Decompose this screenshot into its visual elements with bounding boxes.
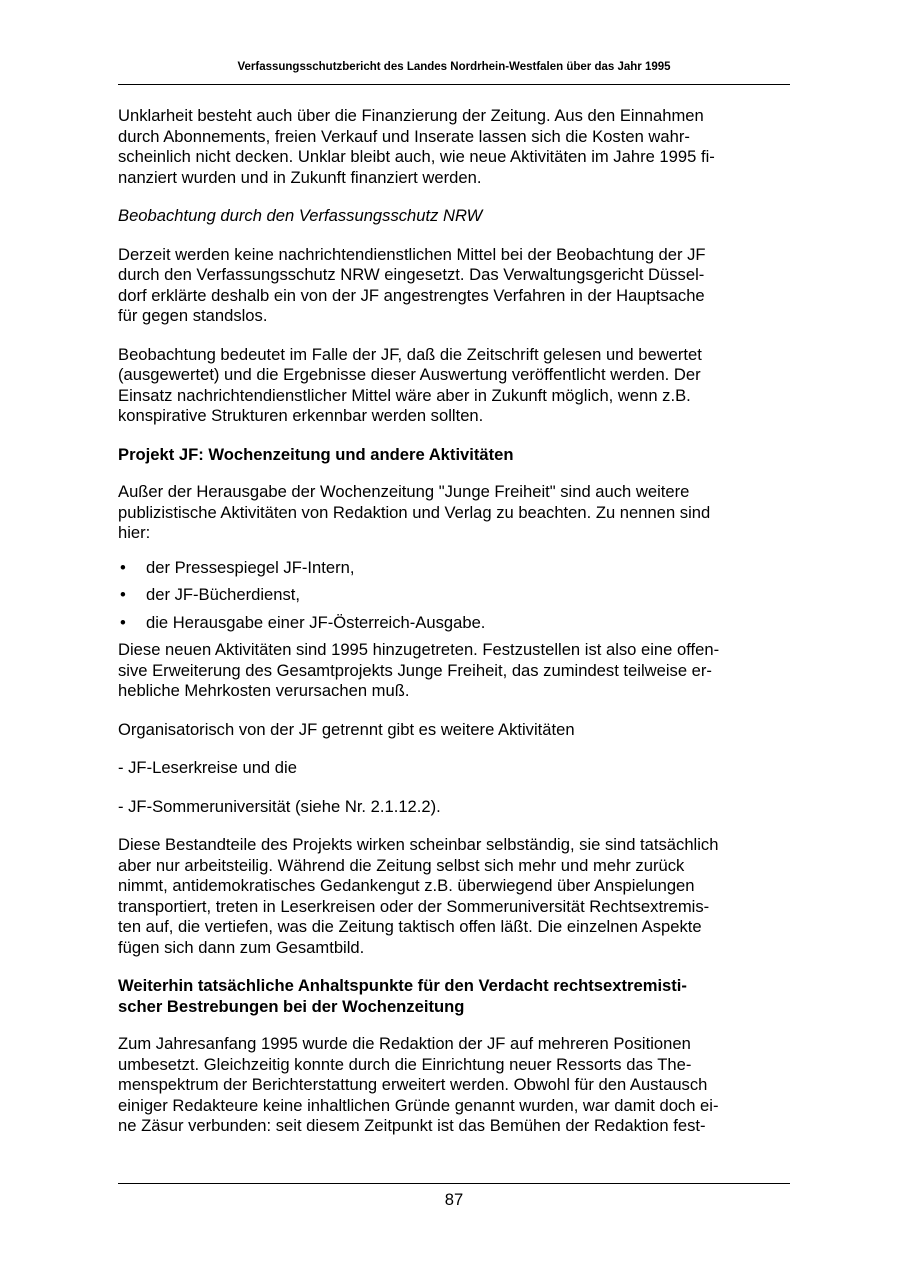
list-item: • der JF-Bücherdienst, xyxy=(120,585,301,604)
paragraph-division-of-labor: Diese Bestandteile des Projekts wirken scheinbar selbständig, sie sind tatsächlich aber nur arbeitsteilig. Während die Zeitung selbst sich mehr und mehr zurück nimmt, antidemokratisches Gedankengut z.B. überwiegend über Anspielungen transportiert, treten in Leserkreisen oder der Sommeruniversität Rechtsextremis- ten auf, die vertiefen, was die Zeitung taktisch offen läßt. Die einzelnen Aspekte fügen sich dann zum Gesamtbild. xyxy=(118,835,719,957)
list-item: • der Pressespiegel JF-Intern, xyxy=(120,557,355,577)
list-item: • die Herausgabe einer JF-Österreich-Ausgabe. xyxy=(120,612,486,632)
page-number: 87 xyxy=(444,1190,464,1209)
paragraph-publishing-activities: Außer der Herausgabe der Wochenzeitung "Junge Freiheit" sind auch weitere publizistische Aktivitäten von Redaktion und Verlag zu beachten. Zu nennen sind hier: xyxy=(118,482,711,542)
page-content xyxy=(118,106,786,1155)
paragraph-summer-university: - JF-Sommeruniversität (siehe Nr. 2.1.12.2). xyxy=(118,796,441,816)
paragraph-observation-meaning: Beobachtung bedeutet im Falle der JF, daß die Zeitschrift gelesen und bewertet (ausgewertet) und die Ergebnisse dieser Auswertung veröffentlicht werden. Der Einsatz nachrichtendienstlicher Mittel wäre aber in Zukunft möglich, wenn z.B. konspirative Strukturen erkennbar werden sollten. xyxy=(118,344,702,425)
bullet-icon: • xyxy=(120,585,126,604)
paragraph-separate-activities: Organisatorisch von der JF getrennt gibt es weitere Aktivitäten xyxy=(118,719,575,739)
paragraph-editorial-changes: Zum Jahresanfang 1995 wurde die Redaktion der JF auf mehreren Positionen umbesetzt. Gleichzeitig konnte durch die Einrichtung neuer Ressorts das The- menspektrum der Berichterstattung erweitert werden. Obwohl für den Austausch einiger Redakteure keine inhaltlichen Gründe genannt wurden, war damit doch ei- ne Zäsur verbunden: seit diesem Zeitpunkt ist das Bemühen der Redaktion fest- xyxy=(118,1034,719,1135)
bullet-icon: • xyxy=(120,557,126,577)
footer-rule xyxy=(118,1183,790,1184)
running-header: Verfassungsschutzbericht des Landes Nordrhein-Westfalen über das Jahr 1995 xyxy=(237,61,671,73)
paragraph-financing: Unklarheit besteht auch über die Finanzierung der Zeitung. Aus den Einnahmen durch Abonnements, freien Verkauf und Inserate lassen sich die Kosten wahr- scheinlich nicht decken. Unklar bleibt auch, wie neue Aktivitäten im Jahre 1995 fi- nanziert wurden und in Zukunft finanziert werden. xyxy=(118,106,715,187)
paragraph-new-activities: Diese neuen Aktivitäten sind 1995 hinzugetreten. Festzustellen ist also eine offen- sive Erweiterung des Gesamtprojekts Junge Freiheit, das zumindest teilweise er- hebliche Mehrkosten verursachen muß. xyxy=(118,640,720,700)
header-rule xyxy=(118,84,790,85)
subheading-observation: Beobachtung durch den Verfassungsschutz NRW xyxy=(118,206,483,225)
heading-further-indications: Weiterhin tatsächliche Anhaltspunkte für den Verdacht rechtsextremisti- scher Bestrebungen bei der Wochenzeitung xyxy=(118,976,687,1016)
activity-list xyxy=(118,558,786,634)
paragraph-no-intelligence-means: Derzeit werden keine nachrichtendienstlichen Mittel bei der Beobachtung der JF durch den Verfassungsschutz NRW eingesetzt. Das Verwaltungsgericht Düssel- dorf erklärte deshalb ein von der JF angestrengtes Verfahren in der Hauptsache für gegen standslos. xyxy=(118,244,706,325)
heading-project-jf: Projekt JF: Wochenzeitung und andere Aktivitäten xyxy=(118,444,514,464)
paragraph-reader-circles: - JF-Leserkreise und die xyxy=(118,758,297,777)
bullet-icon: • xyxy=(120,612,126,632)
